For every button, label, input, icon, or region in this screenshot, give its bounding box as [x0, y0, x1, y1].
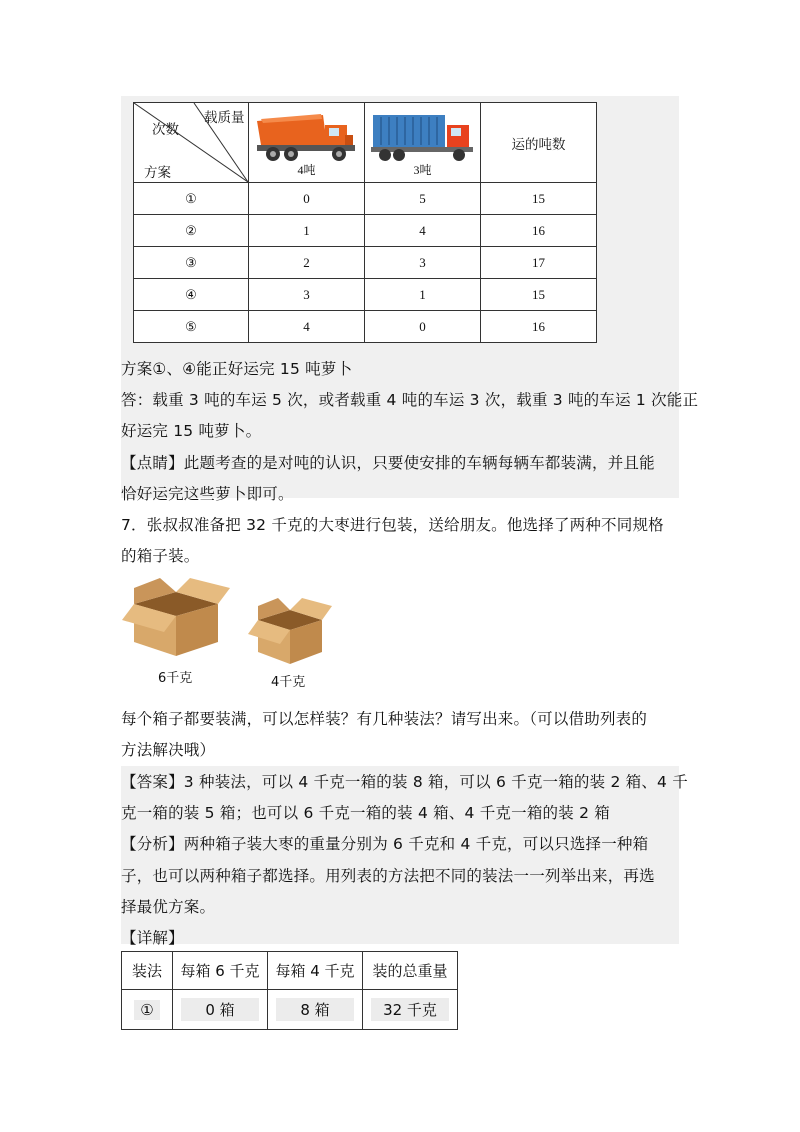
large-box-label: 6千克: [158, 671, 193, 686]
tons-cell: 16: [481, 311, 597, 343]
detail-heading: 【详解】: [121, 929, 184, 947]
four-kg-cell: [268, 990, 363, 1030]
trips-4t-cell: 2: [249, 247, 365, 279]
plan-cell: [122, 990, 173, 1030]
comment-line-2: 恰好运完这些萝卜即可。: [121, 485, 294, 503]
six-kg-cell: [173, 990, 268, 1030]
table-row: [122, 990, 458, 1030]
question-7-line-2: 的箱子装。: [121, 547, 200, 565]
four-kg-value: 8 箱: [276, 998, 354, 1021]
trips-3t-cell: 5: [365, 183, 481, 215]
question-prompt-line-1: 每个箱子都要装满，可以怎样装？有几种装法？请写出来。（可以借助列表的: [121, 710, 648, 728]
table-row: [134, 215, 597, 247]
packing-plan-table: [121, 951, 458, 1030]
plan-value: ①: [134, 1000, 159, 1020]
large-box-icon: [120, 574, 232, 658]
total-value: 32 千克: [371, 998, 449, 1021]
tons-header: 运的吨数: [481, 103, 597, 183]
trips-4t-cell: 1: [249, 215, 365, 247]
trips-3t-cell: 4: [365, 215, 481, 247]
truck-capacity-3t: 3吨: [413, 163, 432, 177]
table-row: [134, 183, 597, 215]
table-header-row: [134, 103, 597, 183]
diag-label-capacity: 载质量: [204, 110, 245, 126]
small-box-label: 4千克: [271, 675, 306, 690]
question-7-line-1: 7．张叔叔准备把 32 千克的大枣进行包装，送给朋友。他选择了两种不同规格: [121, 516, 664, 534]
trips-4t-cell: 3: [249, 279, 365, 311]
six-kg-value: 0 箱: [181, 998, 259, 1021]
small-box-icon: [246, 596, 334, 666]
table-row: [134, 279, 597, 311]
header-method: 装法: [122, 952, 173, 990]
analysis-line-2: 子，也可以两种箱子都选择。用列表的方法把不同的装法一一列举出来，再选: [121, 867, 655, 885]
transport-plan-table: [133, 102, 597, 343]
tons-cell: 15: [481, 279, 597, 311]
tons-cell: 15: [481, 183, 597, 215]
answer-line-1: 答：载重 3 吨的车运 5 次，或者载重 4 吨的车运 3 次，载重 3 吨的车运 1 次能正: [121, 391, 699, 409]
container-truck-header: [365, 103, 481, 183]
table-row: [134, 247, 597, 279]
plan-cell: ②: [134, 215, 249, 247]
analysis-line-1: 【分析】两种箱子装大枣的重量分别为 6 千克和 4 千克，可以只选择一种箱: [121, 835, 649, 853]
comment-line-1: 【点睛】此题考查的是对吨的认识，只要使安排的车辆每辆车都装满，并且能: [121, 454, 655, 472]
diag-label-trips: 次数: [152, 122, 179, 138]
highlight-block-2: [121, 766, 679, 944]
dump-truck-icon: [251, 105, 363, 165]
trips-4t-cell: 0: [249, 183, 365, 215]
plan-cell: ③: [134, 247, 249, 279]
plan-cell: ①: [134, 183, 249, 215]
answer-section-line-1: 【答案】3 种装法，可以 4 千克一箱的装 8 箱，可以 6 千克一箱的装 2 箱、4 千: [121, 773, 688, 791]
header-four-kg: 每箱 4 千克: [268, 952, 363, 990]
plan-cell: ⑤: [134, 311, 249, 343]
diagonal-header-cell: [134, 103, 249, 183]
header-total-weight: 装的总重量: [363, 952, 458, 990]
plan-cell: ④: [134, 279, 249, 311]
plan-conclusion: 方案①、④能正好运完 15 吨萝卜: [121, 360, 353, 378]
question-prompt-line-2: 方法解决哦）: [121, 741, 216, 759]
tons-cell: 17: [481, 247, 597, 279]
trips-3t-cell: 3: [365, 247, 481, 279]
truck-capacity-4t: 4吨: [297, 163, 316, 177]
total-cell: [363, 990, 458, 1030]
answer-line-2: 好运完 15 吨萝卜。: [121, 422, 262, 440]
analysis-line-3: 择最优方案。: [121, 898, 216, 916]
answer-section-line-2: 克一箱的装 5 箱；也可以 6 千克一箱的装 4 箱、4 千克一箱的装 2 箱: [121, 804, 610, 822]
trips-3t-cell: 1: [365, 279, 481, 311]
dump-truck-header: [249, 103, 365, 183]
table-header-row: [122, 952, 458, 990]
trips-4t-cell: 4: [249, 311, 365, 343]
trips-3t-cell: 0: [365, 311, 481, 343]
container-truck-icon: [369, 113, 479, 163]
diag-label-plan: 方案: [144, 165, 171, 181]
tons-cell: 16: [481, 215, 597, 247]
table-row: [134, 311, 597, 343]
header-six-kg: 每箱 6 千克: [173, 952, 268, 990]
